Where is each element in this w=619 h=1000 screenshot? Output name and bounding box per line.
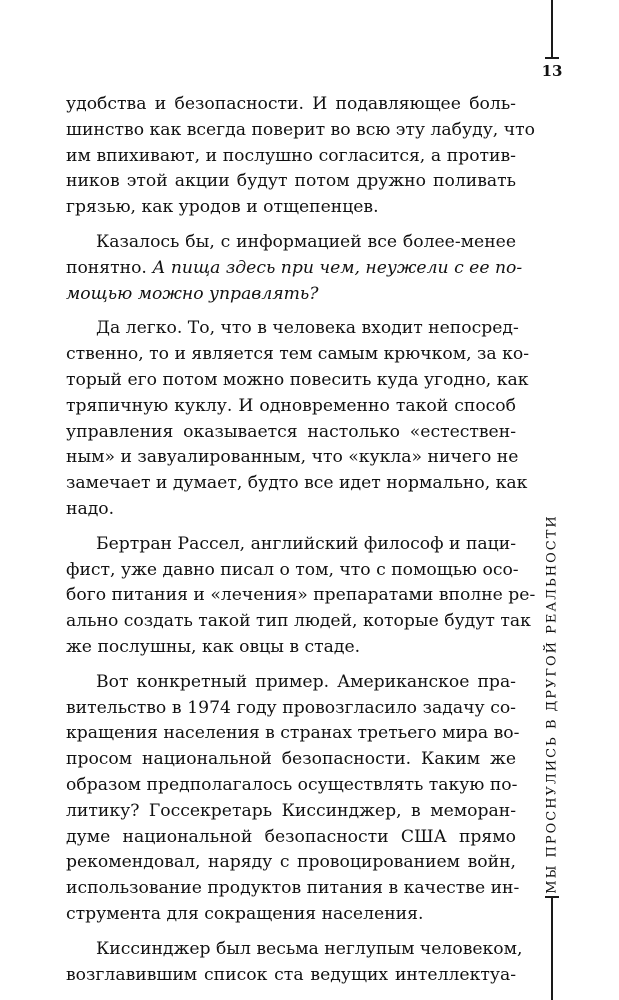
text-line: образом предполагалось осуществлять такую по- xyxy=(66,774,518,795)
page-number: 13 xyxy=(541,62,563,80)
paragraph-5 xyxy=(66,670,520,928)
text-line: им впихивают, и послушно согласится, а против- xyxy=(66,145,516,166)
text-line: просом национальной безопасности. Каким же xyxy=(66,749,516,770)
text-line: Вот конкретный пример. Американское пра- xyxy=(96,671,516,692)
text-line: шинство как всегда поверит во всю эту лабуду, что xyxy=(66,119,535,140)
text-line: ников этой акции будут потом дружно поливать xyxy=(66,171,516,192)
text-line: возглавившим список ста ведущих интеллектуа- xyxy=(66,964,516,985)
top-margin-rule xyxy=(551,0,553,57)
paragraph-6 xyxy=(66,937,523,989)
text-line xyxy=(66,282,516,308)
text-line: торый его потом можно повесить куда угодно, как xyxy=(66,369,529,390)
text-line: управления оказывается настолько «естествен- xyxy=(66,421,516,442)
top-rule-tick xyxy=(545,57,559,59)
text-line: удобства и безопасности. И подавляющее боль- xyxy=(66,94,516,114)
text-line: Бертран Рассел, английский философ и паци- xyxy=(96,533,516,554)
text-line: фист, уже давно писал о том, что с помощью осо- xyxy=(66,559,519,580)
text-line: Киссинджер был весьма неглупым человеком, xyxy=(96,938,523,959)
paragraph-2 xyxy=(66,230,523,307)
paragraph-3 xyxy=(66,316,530,522)
italic-question-end: мощью можно управлять? xyxy=(66,283,319,304)
text-line: думе национальной безопасности США прямо xyxy=(66,826,516,847)
text-line: вительство в 1974 году провозгласило задачу со- xyxy=(66,697,516,718)
text-line: замечает и думает, будто все идет нормально, как xyxy=(66,473,528,494)
text-line: грязью, как уродов и отщепенцев. xyxy=(66,197,379,218)
italic-question: А пища здесь при чем, неужели с ее по- xyxy=(152,257,523,278)
text-line: ным» и завуалированным, что «кукла» ничего не xyxy=(66,447,519,468)
text-line: бого питания и «лечения» препаратами вполне ре- xyxy=(66,585,536,606)
text-line: тряпичную куклу. И одновременно такой способ xyxy=(66,395,516,416)
text-line: же послушны, как овцы в стаде. xyxy=(66,636,361,657)
paragraph-1 xyxy=(66,92,535,221)
text-line: рекомендовал, наряду с провоцированием войн, xyxy=(66,852,516,873)
paragraph-4 xyxy=(66,532,536,661)
text-line: использование продуктов питания в качестве ин- xyxy=(66,878,520,899)
text-line: кращения населения в странах третьего мира во- xyxy=(66,723,520,744)
text-line: надо. xyxy=(66,498,115,519)
running-title: МЫ ПРОСНУЛИСЬ В ДРУГОЙ РЕАЛЬНОСТИ xyxy=(544,514,560,894)
text-line-mixed xyxy=(66,256,523,282)
text-line: Казалось бы, с информацией все более-менее xyxy=(96,231,516,252)
body-text xyxy=(66,92,536,988)
text-line: ально создать такой тип людей, которые будут так xyxy=(66,611,531,632)
text-line: струмента для сокращения населения. xyxy=(66,903,424,924)
text-line: литику? Госсекретарь Киссинджер, в меморан- xyxy=(66,800,516,821)
bottom-margin-rule xyxy=(551,898,553,1000)
text-run: понятно. xyxy=(66,257,147,278)
text-line: Да легко. То, что в человека входит непосред- xyxy=(96,318,519,339)
text-line: ственно, то и является тем самым крючком, за ко- xyxy=(66,344,530,365)
